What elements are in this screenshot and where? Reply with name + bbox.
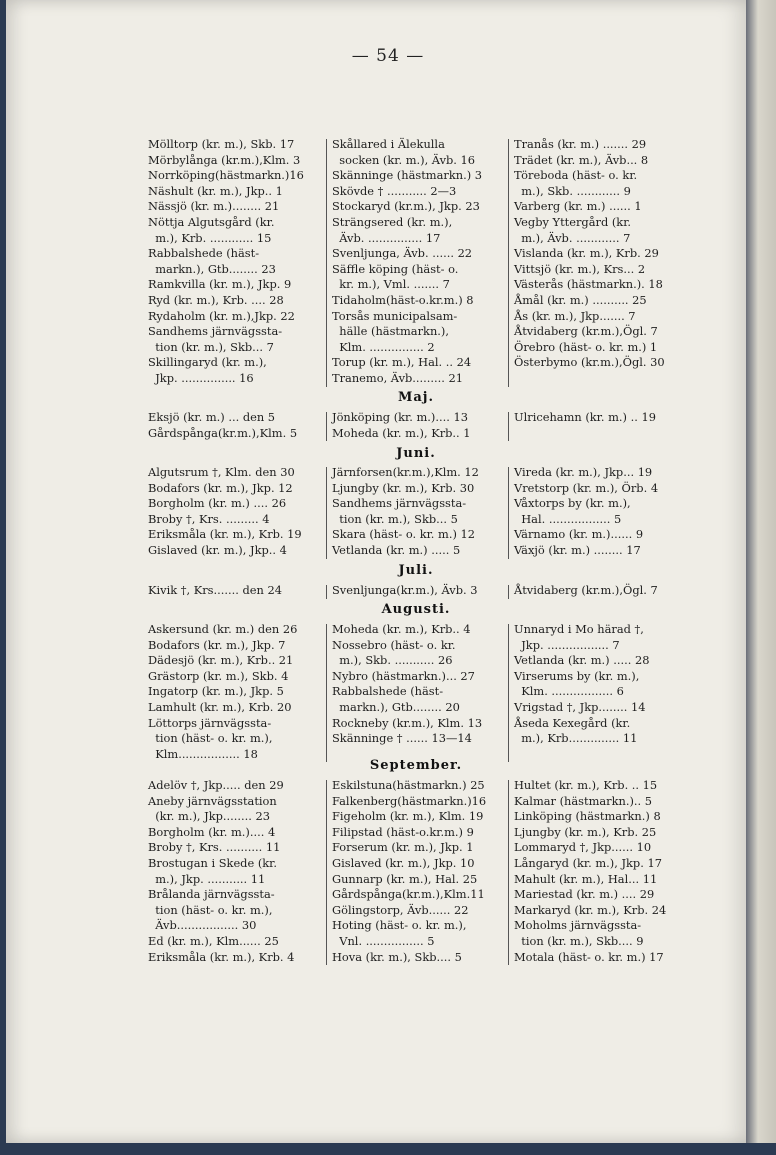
- fair-entry: Figeholm (kr. m.), Klm. 19: [332, 809, 484, 824]
- fair-entry: Torup (kr. m.), Hal. .. 24: [332, 355, 472, 370]
- fair-entry: Broby †, Krs. ......... 4: [148, 511, 270, 526]
- column-rule: [508, 780, 509, 965]
- fair-entry: Näshult (kr. m.), Jkp.. 1: [148, 183, 283, 198]
- fair-entry: Virserums by (kr. m.),: [514, 668, 640, 683]
- fair-entry: Hal. ................. 5: [514, 511, 622, 526]
- fair-entry: Gårdspånga(kr.m.),Klm. 5: [148, 425, 298, 440]
- column-rule: [508, 624, 509, 762]
- fair-entry: Säffle köping (häst- o.: [332, 261, 459, 276]
- fair-entry: Gårdspånga(kr.m.),Klm.11: [332, 887, 485, 902]
- fair-entry: Falkenberg(hästmarkn.)16: [332, 793, 487, 808]
- fair-entry: Moheda (kr. m.), Krb.. 4: [332, 622, 471, 636]
- column-rule: [326, 412, 327, 441]
- fair-entry: Varberg (kr. m.) ...... 1: [514, 199, 642, 214]
- fair-entry: Klm................. 18: [148, 746, 258, 761]
- fair-entry: Rydaholm (kr. m.),Jkp. 22: [148, 308, 295, 323]
- fair-entry: Ävb................. 30: [148, 918, 257, 933]
- fair-entry: Rockneby (kr.m.), Klm. 13: [332, 715, 483, 730]
- month-heading: Augusti.: [381, 602, 451, 617]
- fair-entry: Hultet (kr. m.), Krb. .. 15: [514, 778, 658, 792]
- fair-entry: Skillingaryd (kr. m.),: [148, 355, 267, 370]
- fair-entry: tion (häst- o. kr. m.),: [148, 902, 273, 917]
- fair-entry: Åmål (kr. m.) .......... 25: [514, 293, 647, 307]
- fair-entry: Mörbylånga (kr.m.),Klm. 3: [148, 152, 301, 167]
- fair-entry: Hoting (häst- o. kr. m.),: [332, 918, 467, 933]
- fair-entry: Sandhems järnvägssta-: [332, 496, 467, 511]
- fair-entry: Värnamo (kr. m.)...... 9: [514, 527, 644, 542]
- fair-entry: Kalmar (hästmarkn.).. 5: [514, 793, 653, 808]
- fair-entry: markn.), Gtb........ 23: [148, 261, 276, 276]
- fair-entry: Nybro (hästmarkn.)... 27: [332, 668, 475, 683]
- column-rule: [326, 585, 327, 599]
- fair-entry: Trädet (kr. m.), Ävb... 8: [514, 152, 649, 167]
- fair-entry: Borgholm (kr. m.).... 4: [148, 824, 276, 839]
- fair-entry: Mariestad (kr. m.) .... 29: [514, 887, 655, 902]
- fair-entry: m.), Krb.............. 11: [514, 731, 638, 746]
- fair-entry: Växjö (kr. m.) ........ 17: [514, 543, 641, 557]
- fair-entry: Skänninge (hästmarkn.) 3: [332, 168, 483, 183]
- column-rule: [326, 467, 327, 559]
- fair-entry: Vittsjö (kr. m.), Krs... 2: [514, 261, 646, 276]
- fair-entry: Vetlanda (kr. m.) ..... 5: [332, 543, 461, 557]
- fair-entry: Ås (kr. m.), Jkp....... 7: [514, 308, 636, 323]
- fair-entry: Ryd (kr. m.), Krb. .... 28: [148, 293, 284, 307]
- fair-entry: Gölingstorp, Ävb...... 22: [332, 902, 469, 917]
- fair-entry: Mölltorp (kr. m.), Skb. 17: [148, 137, 295, 151]
- fair-entry: m.), Ävb. ............ 7: [514, 230, 631, 245]
- fair-entry: Töreboda (häst- o. kr.: [514, 168, 638, 183]
- fair-entry: m.), Skb. ............ 9: [514, 183, 631, 198]
- fair-entry: Eriksmåla (kr. m.), Krb. 19: [148, 527, 302, 542]
- fair-entry: Tranås (kr. m.) ....... 29: [514, 137, 647, 151]
- fair-entry: Våxtorps by (kr. m.),: [514, 496, 631, 511]
- column-rule: [326, 624, 327, 762]
- fair-entry: Jkp. ................. 7: [514, 637, 620, 652]
- fair-entry: Grästorp (kr. m.), Skb. 4: [148, 668, 289, 683]
- fair-entry: socken (kr. m.), Ävb. 16: [332, 152, 476, 167]
- fair-entry: m.), Jkp. ........... 11: [148, 871, 266, 886]
- fair-entry: Rabbalshede (häst-: [148, 246, 260, 261]
- fair-entry: Lamhult (kr. m.), Krb. 20: [148, 700, 292, 714]
- fair-entry: Ramkvilla (kr. m.), Jkp. 9: [148, 277, 292, 292]
- fair-entry: Vretstorp (kr. m.), Örb. 4: [514, 480, 659, 495]
- fair-entry: (kr. m.), Jkp........ 23: [148, 809, 270, 824]
- fair-entry: Åtvidaberg (kr.m.),Ögl. 7: [514, 583, 658, 597]
- fair-entry: Skänninge † ...... 13—14: [332, 731, 472, 746]
- fair-entry: Eksjö (kr. m.) ... den 5: [148, 410, 276, 424]
- column-rule: [508, 412, 509, 441]
- fair-entry: Svenljunga, Ävb. ...... 22: [332, 246, 473, 261]
- fair-entry: Ljungby (kr. m.), Krb. 30: [332, 480, 475, 495]
- fair-entry: Vnl. ................ 5: [332, 934, 435, 948]
- fair-entry: Vireda (kr. m.), Jkp... 19: [514, 465, 653, 479]
- fair-entry: Stockaryd (kr.m.), Jkp. 23: [332, 199, 480, 214]
- fair-entry: kr. m.), Vml. ....... 7: [332, 277, 450, 292]
- fair-entry: Gislaved (kr. m.), Jkp. 10: [332, 856, 475, 870]
- fair-entry: Moholms järnvägssta-: [514, 918, 642, 933]
- fair-entry: Tidaholm(häst-o.kr.m.) 8: [332, 293, 474, 307]
- fair-entry: Adelöv †, Jkp..... den 29: [148, 778, 284, 792]
- fair-entry: tion (kr. m.), Skb... 7: [148, 339, 274, 354]
- fair-entry: Vislanda (kr. m.), Krb. 29: [514, 246, 659, 261]
- column-rule: [326, 139, 327, 387]
- fair-entry: Sandhems järnvägssta-: [148, 324, 283, 339]
- fair-entry: Skållared i Älekulla: [332, 137, 445, 151]
- fair-entry: Forserum (kr. m.), Jkp. 1: [332, 840, 474, 855]
- fair-entry: Ed (kr. m.), Klm...... 25: [148, 934, 279, 948]
- column-rule: [508, 139, 509, 387]
- fair-entry: Jkp. ............... 16: [148, 371, 254, 385]
- fair-entry: Klm. ............... 2: [332, 339, 435, 354]
- month-heading: Maj.: [397, 390, 435, 405]
- fair-entry: Vrigstad †, Jkp........ 14: [514, 700, 646, 714]
- fair-entry: Norrköping(hästmarkn.)16: [148, 168, 304, 183]
- fair-entry: Gislaved (kr. m.), Jkp.. 4: [148, 543, 287, 557]
- fair-entry: Ljungby (kr. m.), Krb. 25: [514, 824, 657, 839]
- fair-entry: Nässjö (kr. m.)........ 21: [148, 199, 280, 214]
- fair-entry: Klm. ................. 6: [514, 684, 624, 699]
- fair-entry: Unnaryd i Mo härad †,: [514, 622, 644, 636]
- fair-entry: Aneby järnvägsstation: [148, 793, 277, 808]
- fair-entry: Västerås (hästmarkn.). 18: [514, 277, 663, 292]
- fair-entry: Filipstad (häst-o.kr.m.) 9: [332, 824, 474, 839]
- fair-entry: Motala (häst- o. kr. m.) 17: [514, 949, 664, 964]
- fair-entry: Skara (häst- o. kr. m.) 12: [332, 527, 476, 542]
- fair-entry: Dädesjö (kr. m.), Krb.. 21: [148, 653, 294, 668]
- fair-entry: tion (kr. m.), Skb... 5: [332, 511, 458, 526]
- fair-entry: m.), Krb. ............ 15: [148, 230, 272, 245]
- fair-entry: Strängsered (kr. m.),: [332, 215, 453, 229]
- fair-entry: Nossebro (häst- o. kr.: [332, 637, 456, 652]
- fair-entry: Eriksmåla (kr. m.), Krb. 4: [148, 949, 295, 964]
- fair-entry: Löttorps järnvägssta-: [148, 715, 272, 730]
- fair-entry: Långaryd (kr. m.), Jkp. 17: [514, 856, 662, 870]
- fair-entry: tion (kr. m.), Skb.... 9: [514, 934, 644, 948]
- fair-entry: Lommaryd †, Jkp...... 10: [514, 840, 652, 855]
- page-number: — 54 —: [351, 46, 425, 66]
- fair-entry: Järnforsen(kr.m.),Klm. 12: [332, 465, 479, 479]
- fair-entry: Svenljunga(kr.m.), Ävb. 3: [332, 583, 478, 597]
- fair-entry: Ävb. ............... 17: [332, 230, 441, 245]
- month-heading: Juni.: [396, 446, 436, 461]
- fair-entry: Tranemo, Ävb......... 21: [332, 371, 464, 385]
- fair-entry: Nöttja Algutsgård (kr.: [148, 215, 275, 229]
- fair-entry: Linköping (hästmarkn.) 8: [514, 809, 661, 824]
- fair-entry: Åseda Kexegård (kr.: [514, 715, 631, 730]
- column-rule: [508, 585, 509, 599]
- fair-entry: tion (häst- o. kr. m.),: [148, 731, 273, 746]
- fair-entry: Bodafors (kr. m.), Jkp. 12: [148, 480, 293, 495]
- fair-entry: Åtvidaberg (kr.m.),Ögl. 7: [514, 324, 658, 339]
- fair-entry: Broby †, Krs. .......... 11: [148, 840, 281, 855]
- fair-entry: Jönköping (kr. m.).... 13: [332, 410, 468, 424]
- fair-entry: Bodafors (kr. m.), Jkp. 7: [148, 637, 286, 652]
- fair-entry: Hova (kr. m.), Skb.... 5: [332, 949, 462, 964]
- fair-entry: Rabbalshede (häst-: [332, 684, 444, 699]
- bottom-edge: [0, 1143, 776, 1155]
- page-edge: [746, 0, 776, 1155]
- fair-entry: Örebro (häst- o. kr. m.) 1: [514, 339, 658, 354]
- fair-entry: Askersund (kr. m.) den 26: [148, 622, 298, 636]
- fair-entry: Vetlanda (kr. m.) ..... 28: [514, 653, 650, 668]
- fair-entry: Borgholm (kr. m.) .... 26: [148, 496, 287, 511]
- column-rule: [326, 780, 327, 965]
- fair-entry: Moheda (kr. m.), Krb.. 1: [332, 425, 471, 440]
- month-heading: September.: [369, 758, 463, 773]
- fair-entry: Skövde † ........... 2—3: [332, 183, 457, 198]
- fair-entry: Kivik †, Krs....... den 24: [148, 583, 282, 597]
- fair-entry: Brålanda järnvägssta-: [148, 887, 275, 902]
- fair-entry: Markaryd (kr. m.), Krb. 24: [514, 902, 667, 917]
- fair-entry: Ulricehamn (kr. m.) .. 19: [514, 410, 656, 424]
- fair-entry: Torsås municipalsam-: [332, 308, 458, 323]
- fair-entry: Österbymo (kr.m.),Ögl. 30: [514, 355, 665, 370]
- fair-entry: Gunnarp (kr. m.), Hal. 25: [332, 871, 478, 886]
- fair-entry: Eskilstuna(hästmarkn.) 25: [332, 778, 485, 792]
- column-rule: [508, 467, 509, 559]
- fair-entry: markn.), Gtb........ 20: [332, 700, 460, 714]
- fair-entry: Mahult (kr. m.), Hal... 11: [514, 871, 658, 886]
- fair-entry: Brostugan i Skede (kr.: [148, 856, 277, 870]
- fair-entry: Algutsrum †, Klm. den 30: [148, 465, 295, 479]
- fair-entry: Ingatorp (kr. m.), Jkp. 5: [148, 684, 284, 699]
- fair-entry: hälle (hästmarkn.),: [332, 324, 449, 339]
- month-heading: Juli.: [398, 563, 434, 578]
- fair-entry: Vegby Yttergård (kr.: [514, 215, 632, 229]
- fair-entry: m.), Skb. ........... 26: [332, 653, 453, 668]
